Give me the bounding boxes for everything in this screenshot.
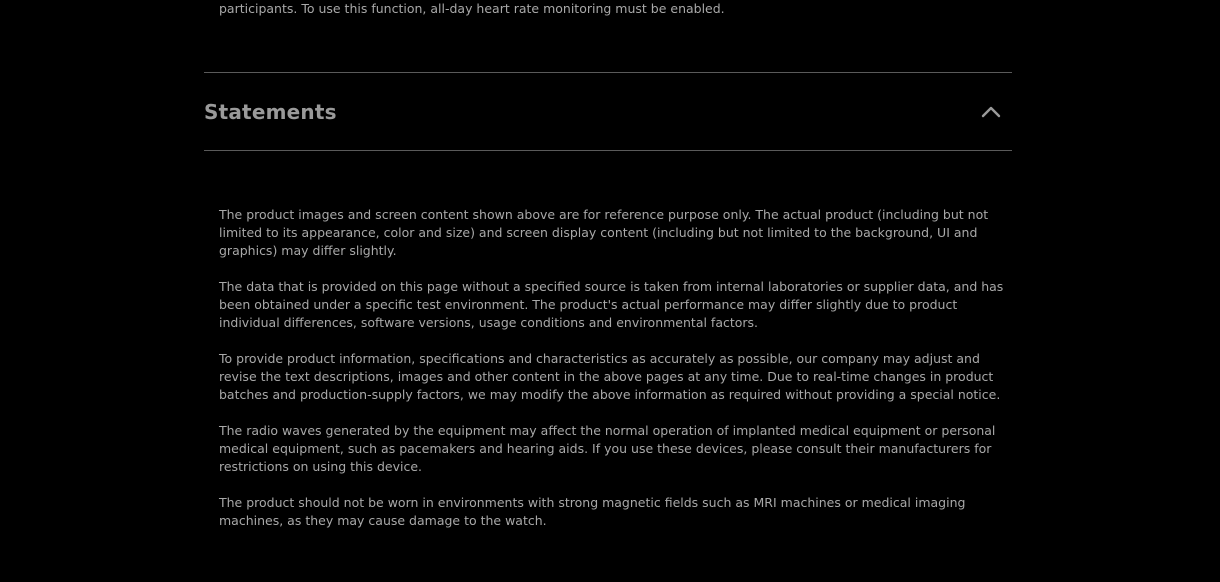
statement-paragraph: The product should not be worn in environments with strong magnetic fields such as MRI machines or medical imaging machines, as they may cause damage to the watch. <box>219 495 966 528</box>
statement-paragraph: The radio waves generated by the equipment may affect the normal operation of implanted medical equipment or personal medical equipment, such as pacemakers and hearing aids. If you use these devices, please consult their manufacturers for restrictions on using this device. <box>219 423 996 474</box>
statement-paragraph: The data that is provided on this page without a specified source is taken from internal laboratories or supplier data, and has been obtained under a specific test environment. The product's actual performance may differ slightly due to product individual differences, software versions, usage conditions and environmental factors. <box>219 279 1004 330</box>
accordion-bottom-divider <box>204 150 1012 151</box>
statement-paragraph: The product images and screen content shown above are for reference purpose only. The actual product (including but not limited to its appearance, color and size) and screen display content (including but not limited to the background, UI and graphics) may differ slightly. <box>219 207 989 258</box>
statements-title: Statements <box>204 99 337 124</box>
previous-section-text: participants. To use this function, all-day heart rate monitoring must be enabled. <box>219 1 725 16</box>
statement-paragraph: To provide product information, specifications and characteristics as accurately as possible, our company may adjust and revise the text descriptions, images and other content in the above pages at any time. Due to real-time changes in product batches and production-supply factors, we may modify the above information as required without providing a special notice. <box>219 351 1001 402</box>
statements-content <box>219 206 1009 548</box>
chevron-up-icon[interactable] <box>980 101 1002 123</box>
statements-accordion-header[interactable] <box>204 73 1012 150</box>
